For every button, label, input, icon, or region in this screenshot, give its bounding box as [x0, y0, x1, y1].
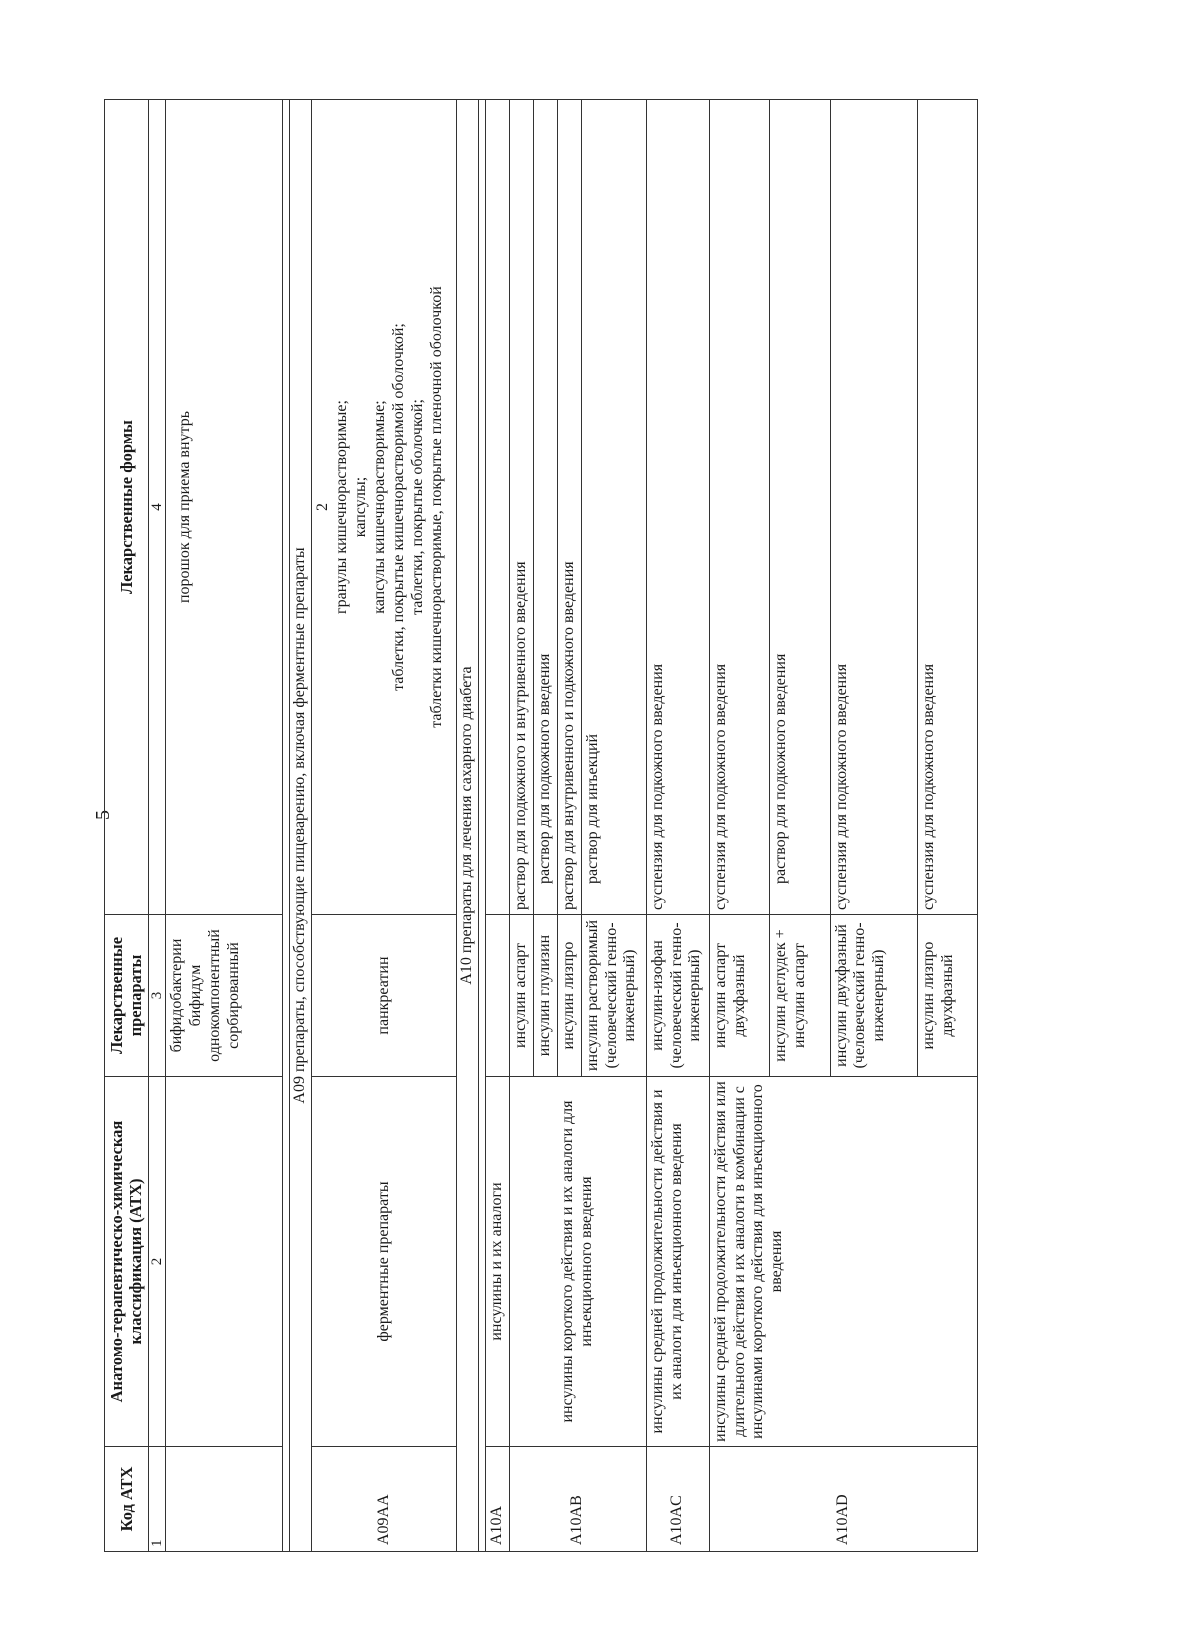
spacer-cell: [479, 100, 486, 1552]
section-row-a09: [290, 100, 312, 1552]
col-number-1: 1: [148, 1447, 166, 1552]
drug-cell: инсулин аспарт: [510, 915, 534, 1077]
form-line: таблетки, покрытые кишечнорастворимой оболочкой;: [389, 323, 407, 691]
stray-digit: 2: [314, 503, 332, 511]
drug-cell: инсулин лизпро: [557, 915, 581, 1077]
section-title-a09: A09 препараты, способствующие пищеварению, включая ферментные препараты: [290, 100, 312, 1552]
spacer-row: [283, 100, 290, 1552]
atx-table: [104, 99, 978, 1552]
form-cell: раствор для подкожного введения: [770, 100, 830, 915]
table-row-a09aa: [312, 100, 457, 1552]
column-number-row: [148, 100, 166, 1552]
form-line: капсулы;: [352, 476, 370, 538]
drug-cell: инсулин двухфазный (человеческий генно-инженерный): [830, 915, 917, 1077]
drug-line: однокомпонентный: [206, 929, 224, 1062]
code-cell: [166, 1447, 283, 1552]
form-cell: раствор для инъекций: [581, 100, 646, 915]
form-line: капсулы кишечнорастворимые;: [370, 400, 388, 614]
header-row: [105, 100, 149, 1552]
spacer-cell: [283, 100, 290, 1552]
spacer-row: [479, 100, 486, 1552]
form-cell: суспензия для подкожного введения: [830, 100, 917, 915]
drug-line: сорбированный: [225, 942, 243, 1049]
col-number-2: 2: [148, 1077, 166, 1447]
col-number-4: 4: [148, 100, 166, 915]
class-cell: инсулины и их аналоги: [486, 1077, 510, 1447]
section-title-a10: A10 препараты для лечения сахарного диабета: [457, 100, 479, 1552]
form-cell: суспензия для подкожного введения: [917, 100, 977, 915]
form-line: таблетки, покрытые оболочкой;: [408, 399, 426, 615]
drug-cell: инсулин лизпро двухфазный: [917, 915, 977, 1077]
table-row-a10ab: [510, 100, 534, 1552]
drug-cell: инсулин деглудек + инсулин аспарт: [770, 915, 830, 1077]
class-cell: инсулины средней продолжительности действия и их аналоги для инъекционного введения: [646, 1077, 709, 1447]
code-cell: A10AD: [709, 1447, 978, 1552]
table-row-a10ad: [709, 100, 769, 1552]
page-number: 5: [92, 810, 114, 820]
form-cell: раствор для подкожного и внутривенного введения: [510, 100, 534, 915]
form-cell: раствор для внутривенного и подкожного введения: [557, 100, 581, 915]
drug-cell: инсулин-изофан (человеческий генно-инженерный): [646, 915, 709, 1077]
form-cell: [486, 100, 510, 915]
form-cell: раствор для подкожного введения: [533, 100, 557, 915]
header-class: Анатомо-терапевтическо-химическая классификация (АТХ): [105, 1077, 149, 1447]
form-cell: порошок для приема внутрь: [166, 100, 283, 915]
col-number-3: 3: [148, 915, 166, 1077]
code-cell: A10A: [486, 1447, 510, 1552]
table-row-a10a: [486, 100, 510, 1552]
form-line: гранулы кишечнорастворимые;: [333, 400, 351, 614]
code-cell: A10AB: [510, 1447, 647, 1552]
drug-line: бифидобактерии: [168, 938, 186, 1053]
header-forms: Лекарственные формы: [105, 100, 149, 915]
class-cell: ферментные препараты: [312, 1077, 457, 1447]
form-cell: суспензия для подкожного введения: [709, 100, 769, 915]
form-line: таблетки кишечнорастворимые, покрытые пленочной оболочкой: [427, 286, 445, 728]
class-cell: инсулины короткого действия и их аналоги для инъекционного введения: [510, 1077, 647, 1447]
drug-cell: инсулин растворимый (человеческий генно-инженерный): [581, 915, 646, 1077]
drug-line: бифидум: [187, 964, 205, 1027]
drug-cell: инсулин глулизин: [533, 915, 557, 1077]
code-cell: A10AC: [646, 1447, 709, 1552]
class-cell: [166, 1077, 283, 1447]
class-cell: инсулины средней продолжительности действия или длительного действия и их аналоги в комбинации с инсулинами короткого действия для инъекционного введения: [709, 1077, 978, 1447]
drug-cell: [486, 915, 510, 1077]
code-cell: A09AA: [312, 1447, 457, 1552]
form-cell: [312, 100, 457, 915]
form-cell: суспензия для подкожного введения: [646, 100, 709, 915]
table-row-a10ac: [646, 100, 709, 1552]
drug-cell: панкреатин: [312, 915, 457, 1077]
header-drugs: Лекарственные препараты: [105, 915, 149, 1077]
drug-cell: [166, 915, 283, 1077]
section-row-a10: [457, 100, 479, 1552]
header-code: Код АТХ: [105, 1447, 149, 1552]
table-row-bifido: [166, 100, 283, 1552]
drug-cell: инсулин аспарт двухфазный: [709, 915, 769, 1077]
